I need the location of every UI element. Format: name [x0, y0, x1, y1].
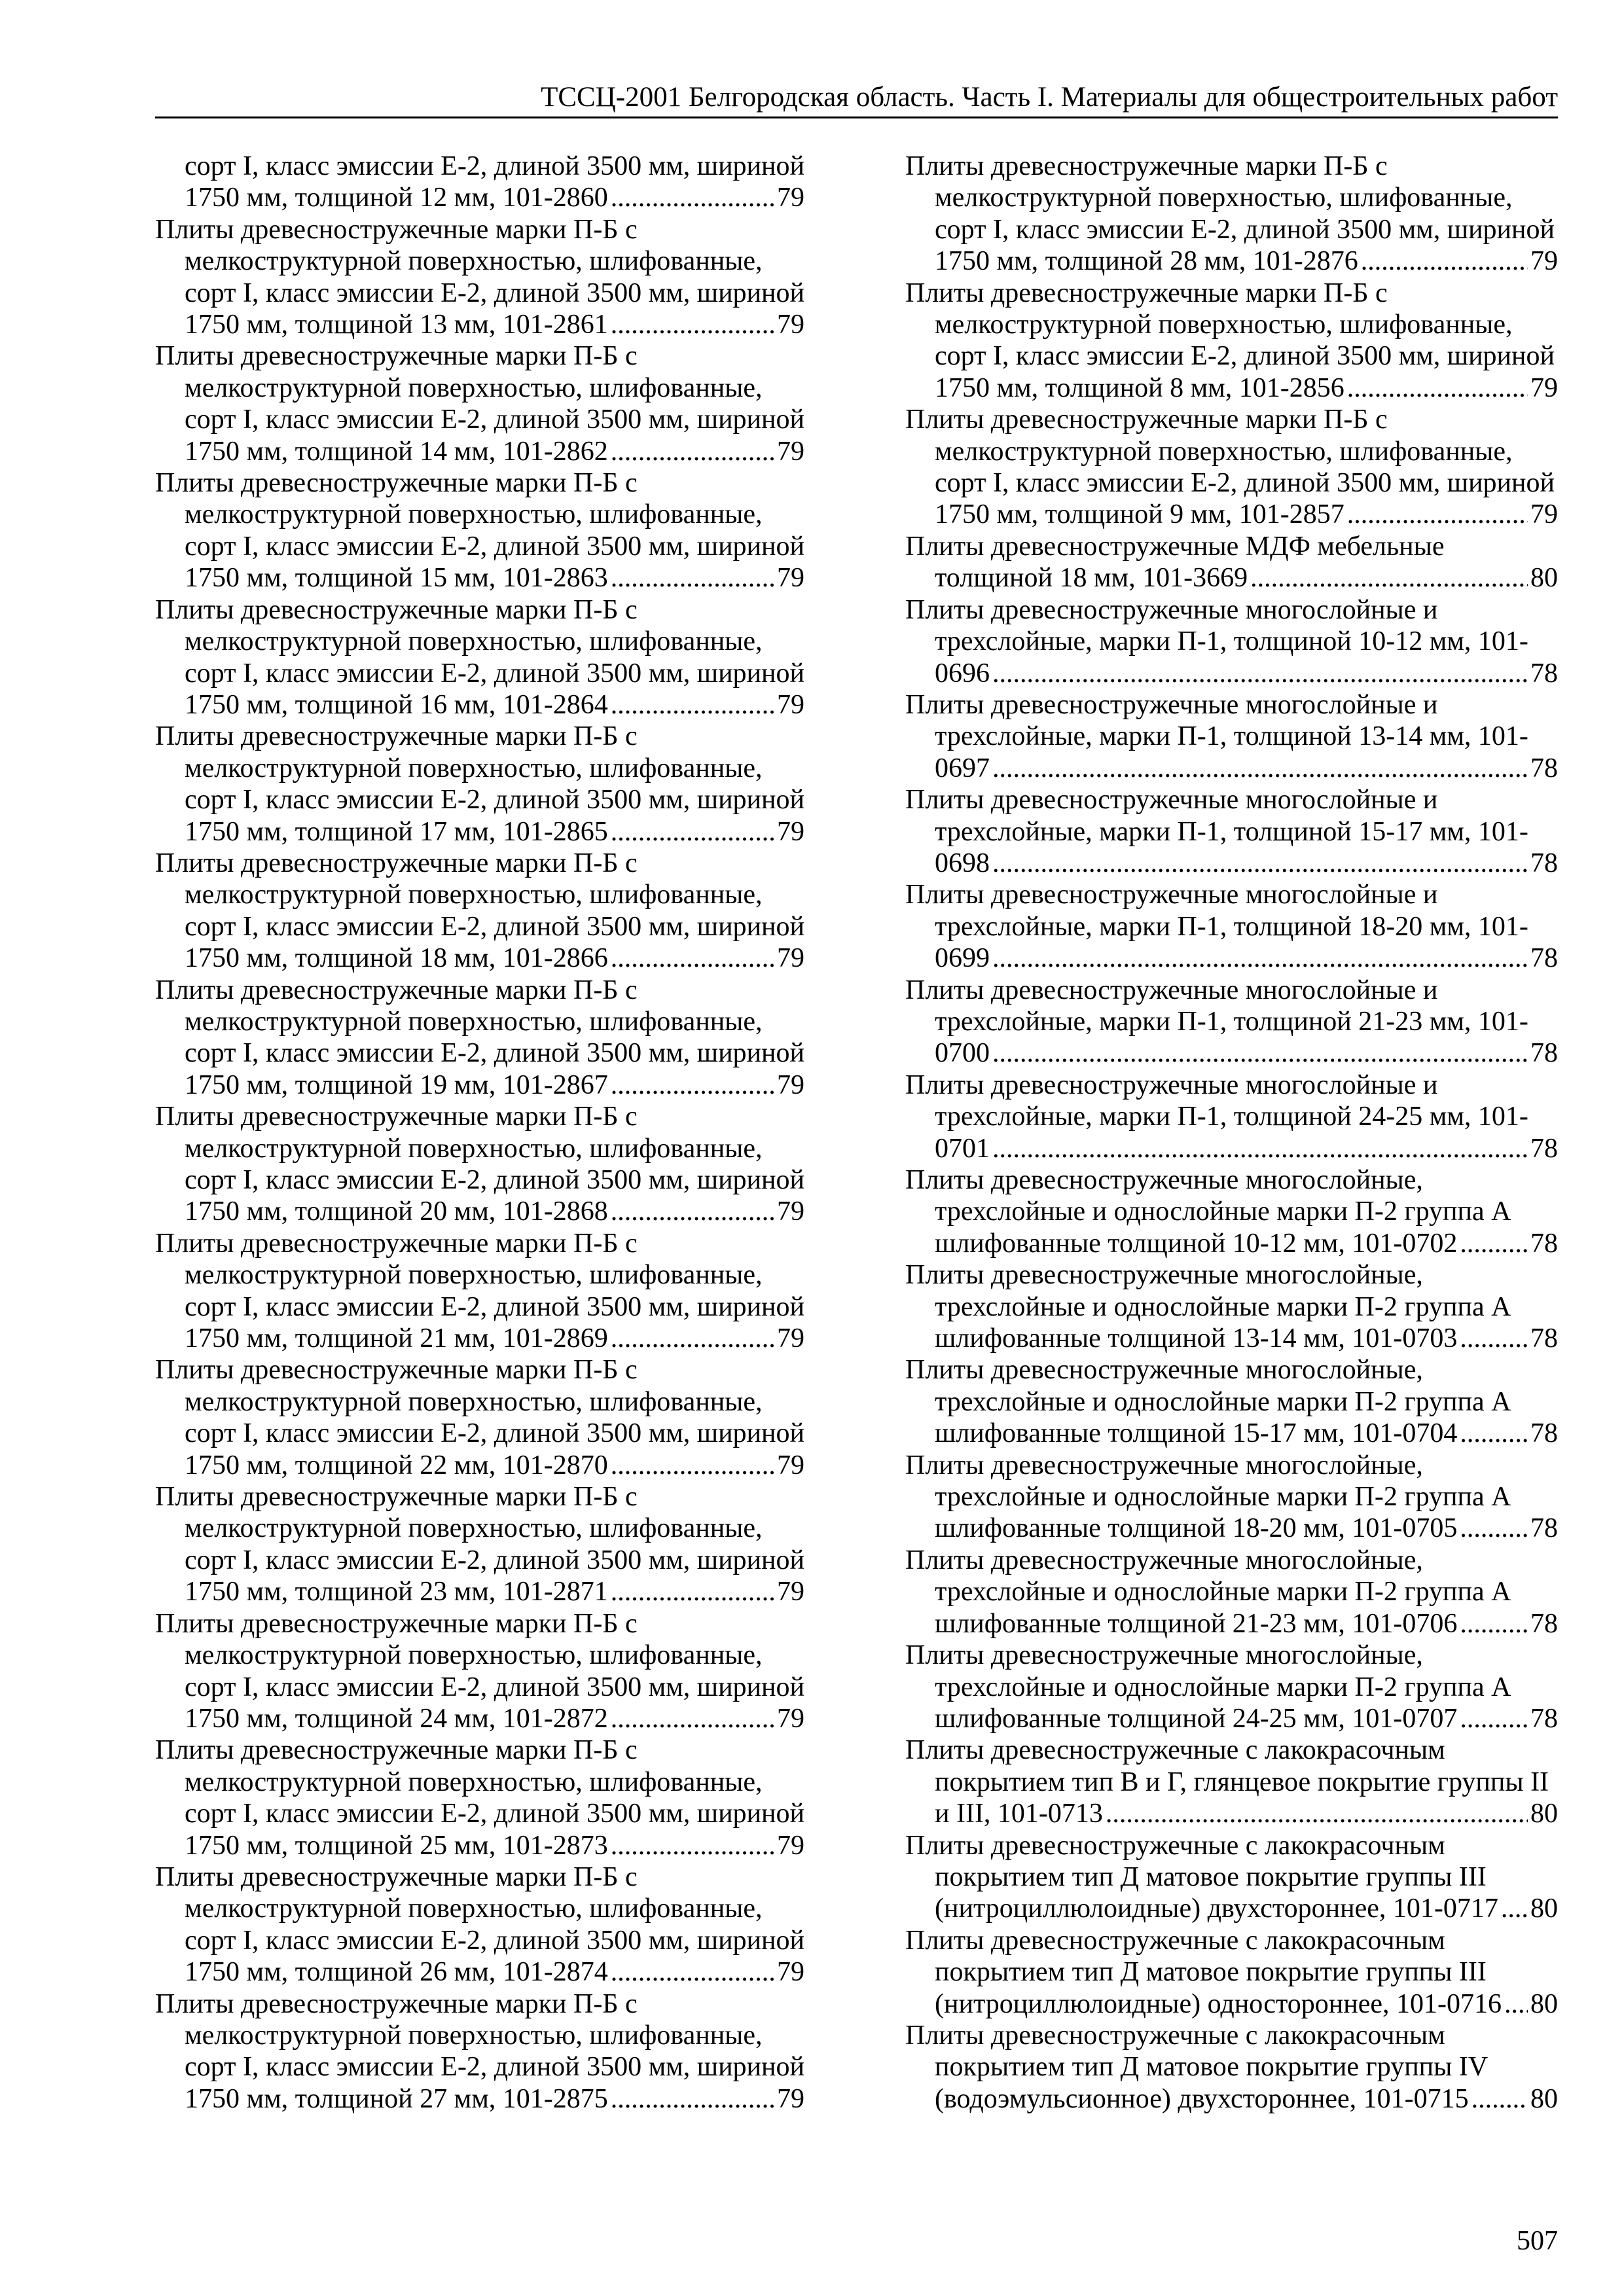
entry-line: Плиты древесностружечные марки П-Б с — [155, 468, 638, 499]
dot-leader — [1106, 1798, 1528, 1829]
entry-line: Плиты древесностружечные многослойные, — [905, 1640, 1423, 1671]
entry-line: мелкоструктурной поверхностью, шлифованные, — [185, 246, 763, 277]
index-entry — [905, 1545, 1558, 1640]
index-entry — [155, 340, 804, 467]
entry-line: Плиты древесностружечные марки П-Б с — [905, 151, 1388, 181]
entry-line: Плиты древесностружечные марки П-Б с — [155, 1482, 638, 1513]
index-entry — [905, 975, 1558, 1069]
entry-line: сорт I, класс эмиссии Е-2, длиной 3500 мм, шириной — [185, 531, 804, 562]
entry-line: сорт I, класс эмиссии Е-2, длиной 3500 мм, шириной — [935, 214, 1555, 245]
dot-leader — [1460, 1703, 1528, 1734]
entry-last-line — [905, 1133, 1558, 1164]
entry-text: 1750 мм, толщиной 8 мм, 101-2856 — [935, 372, 1344, 403]
dot-leader — [1460, 1513, 1528, 1544]
dot-leader — [611, 1830, 774, 1861]
entry-page-ref: 79 — [777, 1450, 804, 1480]
entry-line: Плиты древесностружечные многослойные и — [905, 689, 1438, 720]
dot-leader — [611, 689, 774, 721]
entry-page-ref: 79 — [777, 2083, 804, 2114]
entry-line: трехслойные, марки П-1, толщиной 21-23 мм, 101- — [935, 1006, 1528, 1037]
entry-text: шлифованные толщиной 13-14 мм, 101-0703 — [935, 1323, 1458, 1354]
entry-line: Плиты древесностружечные многослойные, — [905, 1165, 1423, 1195]
entry-page-ref: 78 — [1530, 1513, 1558, 1544]
entry-line: мелкоструктурной поверхностью, шлифованные, — [185, 1640, 763, 1671]
index-column-right — [905, 151, 1558, 2115]
entry-line: сорт I, класс эмиссии Е-2, длиной 3500 мм, шириной — [185, 404, 804, 435]
entry-page-ref: 79 — [1530, 499, 1558, 530]
entry-text: 1750 мм, толщиной 14 мм, 101-2862 — [185, 436, 608, 467]
entry-page-ref: 80 — [1530, 1799, 1558, 1829]
dot-leader — [1250, 562, 1528, 594]
dot-leader — [1501, 1893, 1528, 1924]
entry-line: мелкоструктурной поверхностью, шлифованные, — [185, 1386, 763, 1417]
entry-line: Плиты древесностружечные марки П-Б с — [155, 1861, 638, 1892]
entry-line: Плиты древесностружечные марки П-Б с — [905, 278, 1388, 308]
entry-line: Плиты древесностружечные многослойные и — [905, 880, 1438, 910]
entry-line: трехслойные и однослойные марки П-2 группа А — [935, 1291, 1511, 1322]
entry-line: сорт I, класс эмиссии Е-2, длиной 3500 мм, шириной — [185, 278, 804, 308]
entry-page-ref: 78 — [1530, 1228, 1558, 1259]
entry-last-line — [155, 816, 804, 848]
dot-leader — [992, 1037, 1528, 1069]
entry-line: трехслойные, марки П-1, толщиной 10-12 мм, 101- — [935, 626, 1528, 657]
entry-line: Плиты древесностружечные марки П-Б с — [155, 975, 638, 1005]
entry-page-ref: 79 — [777, 1703, 804, 1734]
entry-line: мелкоструктурной поверхностью, шлифованные, — [185, 1513, 763, 1544]
entry-line: сорт I, класс эмиссии Е-2, длиной 3500 мм, шириной — [935, 341, 1555, 372]
entry-line: покрытием тип Д матовое покрытие группы III — [935, 1861, 1487, 1892]
entry-page-ref: 79 — [777, 1577, 804, 1607]
index-entry — [155, 467, 804, 594]
index-entry — [155, 1734, 804, 1861]
index-entry — [905, 278, 1558, 404]
entry-page-ref: 78 — [1530, 1703, 1558, 1734]
entry-last-line — [155, 1703, 804, 1734]
dot-leader — [992, 942, 1528, 974]
dot-leader — [1460, 1418, 1528, 1449]
dot-leader — [611, 309, 774, 340]
entry-line: покрытием тип Д матовое покрытие группы III — [935, 1957, 1487, 1988]
index-entry — [905, 404, 1558, 531]
entry-text: 1750 мм, толщиной 24 мм, 101-2872 — [185, 1703, 608, 1734]
entry-page-ref: 78 — [1530, 658, 1558, 689]
entry-line: мелкоструктурной поверхностью, шлифованные, — [185, 753, 763, 783]
entry-text: (нитроциллюлоидные) одностороннее, 101-0716 — [935, 1988, 1502, 2019]
index-entry — [905, 689, 1558, 784]
entry-line: Плиты древесностружечные многослойные, — [905, 1545, 1423, 1575]
index-entry — [155, 1354, 804, 1481]
entry-last-line — [155, 1956, 804, 1988]
entry-line: мелкоструктурной поверхностью, шлифованные, — [935, 183, 1513, 213]
entry-line: сорт I, класс эмиссии Е-2, длиной 3500 мм, шириной — [185, 1545, 804, 1575]
entry-text: 1750 мм, толщиной 23 мм, 101-2871 — [185, 1577, 608, 1607]
entry-last-line — [905, 562, 1558, 594]
entry-line: сорт I, класс эмиссии Е-2, длиной 3500 мм, шириной — [185, 911, 804, 942]
entry-line: мелкоструктурной поверхностью, шлифованные, — [185, 372, 763, 403]
index-entry — [905, 531, 1558, 594]
entry-last-line — [905, 1798, 1558, 1829]
entry-line: мелкоструктурной поверхностью, шлифованные, — [185, 1260, 763, 1291]
entry-text: 1750 мм, толщиной 27 мм, 101-2875 — [185, 2083, 608, 2114]
index-entry — [155, 1101, 804, 1228]
entry-line: сорт I, класс эмиссии Е-2, длиной 3500 мм, шириной — [185, 1799, 804, 1829]
entry-page-ref: 78 — [1530, 1608, 1558, 1639]
entry-line: сорт I, класс эмиссии Е-2, длиной 3500 мм, шириной — [185, 785, 804, 816]
dot-leader — [611, 1196, 774, 1227]
dot-leader — [1347, 372, 1528, 404]
entry-line: Плиты древесностружечные с лакокрасочным — [905, 1925, 1445, 1956]
entry-text: 0697 — [935, 753, 990, 783]
entry-line: сорт I, класс эмиссии Е-2, длиной 3500 мм, шириной — [185, 1165, 804, 1195]
entry-last-line — [905, 1893, 1558, 1924]
dot-leader — [1361, 245, 1528, 277]
entry-line: Плиты древесностружечные многослойные, — [905, 1355, 1423, 1386]
entry-last-line — [905, 1988, 1558, 2020]
index-entry — [905, 594, 1558, 689]
entry-text: 1750 мм, толщиной 13 мм, 101-2861 — [185, 310, 608, 340]
entry-line: Плиты древесностружечные многослойные, — [905, 1450, 1423, 1480]
entry-page-ref: 79 — [777, 183, 804, 213]
entry-text: шлифованные толщиной 24-25 мм, 101-0707 — [935, 1703, 1458, 1734]
entry-text: шлифованные толщиной 18-20 мм, 101-0705 — [935, 1513, 1458, 1544]
entry-line: сорт I, класс эмиссии Е-2, длиной 3500 мм, шириной — [185, 2052, 804, 2083]
entry-line: сорт I, класс эмиссии Е-2, длиной 3500 мм, шириной — [185, 1291, 804, 1322]
entry-last-line — [905, 499, 1558, 530]
entry-line: мелкоструктурной поверхностью, шлифованные, — [185, 1767, 763, 1797]
entry-line: сорт I, класс эмиссии Е-2, длиной 3500 мм, шириной — [935, 468, 1555, 499]
dot-leader — [1471, 2083, 1528, 2115]
entry-line: сорт I, класс эмиссии Е-2, длиной 3500 мм, шириной — [185, 1925, 804, 1956]
entry-text: 1750 мм, толщиной 12 мм, 101-2860 — [185, 183, 608, 213]
entry-last-line — [155, 562, 804, 594]
entry-last-line — [905, 1703, 1558, 1734]
dot-leader — [1460, 1228, 1528, 1259]
index-entry — [155, 151, 804, 214]
dot-leader — [992, 753, 1528, 784]
index-entry — [905, 1450, 1558, 1545]
index-entry — [905, 1259, 1558, 1354]
entry-line: Плиты древесностружечные марки П-Б с — [155, 1735, 638, 1766]
entry-last-line — [905, 942, 1558, 974]
entry-line: Плиты древесностружечные с лакокрасочным — [905, 1735, 1445, 1766]
entry-line: Плиты древесностружечные марки П-Б с — [155, 594, 638, 625]
entry-line: покрытием тип Д матовое покрытие группы IV — [935, 2052, 1489, 2083]
entry-line: сорт I, класс эмиссии Е-2, длиной 3500 мм, шириной — [185, 658, 804, 689]
entry-line: Плиты древесностружечные марки П-Б с — [155, 1608, 638, 1639]
entry-last-line — [905, 658, 1558, 689]
entry-page-ref: 79 — [777, 563, 804, 594]
entry-page-ref: 79 — [777, 310, 804, 340]
index-entry — [905, 1354, 1558, 1449]
header-rule — [155, 117, 1558, 118]
entry-line: трехслойные, марки П-1, толщиной 18-20 мм, 101- — [935, 911, 1528, 942]
index-entry — [905, 151, 1558, 278]
dot-leader — [611, 562, 774, 594]
dot-leader — [992, 1133, 1528, 1164]
index-entry — [155, 1988, 804, 2115]
entry-last-line — [155, 182, 804, 213]
entry-text: 1750 мм, толщиной 22 мм, 101-2870 — [185, 1450, 608, 1480]
dot-leader — [1460, 1323, 1528, 1354]
entry-page-ref: 79 — [777, 689, 804, 720]
entry-last-line — [155, 1069, 804, 1101]
entry-page-ref: 78 — [1530, 848, 1558, 878]
entry-text: 1750 мм, толщиной 21 мм, 101-2869 — [185, 1323, 608, 1354]
entry-text: толщиной 18 мм, 101-3669 — [935, 563, 1248, 594]
entry-last-line — [905, 1228, 1558, 1259]
entry-line: сорт I, класс эмиссии Е-2, длиной 3500 мм, шириной — [185, 1418, 804, 1449]
index-entry — [155, 1861, 804, 1988]
dot-leader — [611, 1576, 774, 1607]
entry-last-line — [905, 372, 1558, 404]
entry-line: Плиты древесностружечные марки П-Б с — [155, 1228, 638, 1259]
dot-leader — [992, 658, 1528, 689]
entry-line: трехслойные и однослойные марки П-2 группа А — [935, 1386, 1511, 1417]
entry-line: Плиты древесностружечные марки П-Б с — [905, 404, 1388, 435]
index-entry — [905, 784, 1558, 879]
entry-last-line — [905, 2083, 1558, 2115]
dot-leader — [611, 1703, 774, 1734]
entry-line: мелкоструктурной поверхностью, шлифованные, — [935, 310, 1513, 340]
entry-page-ref: 80 — [1530, 563, 1558, 594]
entry-text: и III, 101-0713 — [935, 1799, 1103, 1829]
entry-text: 1750 мм, толщиной 28 мм, 101-2876 — [935, 246, 1358, 277]
entry-line: мелкоструктурной поверхностью, шлифованные, — [185, 2020, 763, 2051]
index-entry — [905, 1640, 1558, 1734]
index-entry — [155, 975, 804, 1102]
entry-page-ref: 79 — [777, 816, 804, 847]
entry-text: 0696 — [935, 658, 990, 689]
entry-line: трехслойные, марки П-1, толщиной 15-17 мм, 101- — [935, 816, 1528, 847]
entry-text: (водоэмульсионное) двухстороннее, 101-0715 — [935, 2083, 1469, 2114]
entry-last-line — [155, 436, 804, 467]
dot-leader — [611, 436, 774, 467]
entry-line: Плиты древесностружечные марки П-Б с — [155, 214, 638, 245]
entry-text: шлифованные толщиной 10-12 мм, 101-0702 — [935, 1228, 1458, 1259]
entry-text: (нитроциллюлоидные) двухстороннее, 101-0717 — [935, 1893, 1498, 1924]
entry-line: Плиты древесностружечные многослойные и — [905, 975, 1438, 1005]
entry-text: 1750 мм, толщиной 15 мм, 101-2863 — [185, 563, 608, 594]
entry-line: Плиты древесностружечные марки П-Б с — [155, 1988, 638, 2019]
entry-last-line — [905, 1513, 1558, 1544]
entry-page-ref: 79 — [1530, 372, 1558, 403]
entry-line: Плиты древесностружечные многослойные и — [905, 1069, 1438, 1100]
index-entry — [905, 1925, 1558, 2020]
dot-leader — [1504, 1988, 1528, 2020]
entry-last-line — [905, 1037, 1558, 1069]
entry-page-ref: 79 — [777, 1957, 804, 1988]
entry-line: мелкоструктурной поверхностью, шлифованные, — [935, 436, 1513, 467]
entry-line: мелкоструктурной поверхностью, шлифованные, — [185, 1006, 763, 1037]
dot-leader — [1347, 499, 1528, 530]
entry-line: трехслойные, марки П-1, толщиной 13-14 мм, 101- — [935, 721, 1528, 752]
entry-last-line — [905, 848, 1558, 879]
entry-last-line — [155, 2083, 804, 2115]
entry-line: Плиты древесностружечные МДФ мебельные — [905, 531, 1445, 562]
entry-last-line — [905, 753, 1558, 784]
dot-leader — [611, 182, 774, 213]
entry-last-line — [155, 1576, 804, 1607]
entry-text: 0701 — [935, 1133, 990, 1164]
entry-page-ref: 79 — [777, 436, 804, 467]
index-entry — [155, 214, 804, 341]
entry-page-ref: 78 — [1530, 753, 1558, 783]
entry-page-ref: 78 — [1530, 1133, 1558, 1164]
entry-page-ref: 80 — [1530, 1988, 1558, 2019]
entry-page-ref: 79 — [777, 943, 804, 974]
entry-line: Плиты древесностружечные марки П-Б с — [155, 1102, 638, 1132]
entry-page-ref: 80 — [1530, 1893, 1558, 1924]
entry-line: Плиты древесностружечные с лакокрасочным — [905, 2020, 1445, 2051]
running-header: ТССЦ-2001 Белгородская область. Часть I. Материалы для общестроительных работ — [541, 82, 1558, 113]
entry-line: сорт I, класс эмиссии Е-2, длиной 3500 мм, шириной — [185, 1038, 804, 1069]
index-entry — [905, 2020, 1558, 2115]
entry-page-ref: 79 — [777, 1069, 804, 1100]
entry-text: 0698 — [935, 848, 990, 878]
entry-last-line — [905, 1418, 1558, 1449]
index-entry — [905, 1734, 1558, 1829]
dot-leader — [611, 1069, 774, 1101]
entry-last-line — [155, 309, 804, 340]
entry-line: Плиты древесностружечные с лакокрасочным — [905, 1830, 1445, 1861]
dot-leader — [611, 1323, 774, 1354]
entry-line: Плиты древесностружечные многослойные, — [905, 1260, 1423, 1291]
index-entry — [155, 594, 804, 721]
dot-leader — [611, 1450, 774, 1481]
entry-line: трехслойные и однослойные марки П-2 группа А — [935, 1196, 1511, 1227]
entry-last-line — [905, 1608, 1558, 1640]
dot-leader — [611, 816, 774, 848]
entry-page-ref: 79 — [777, 1830, 804, 1861]
entry-page-ref: 80 — [1530, 2083, 1558, 2114]
entry-text: 1750 мм, толщиной 19 мм, 101-2867 — [185, 1069, 608, 1100]
dot-leader — [1460, 1608, 1528, 1640]
index-entry — [905, 1830, 1558, 1925]
entry-line: трехслойные и однослойные марки П-2 группа А — [935, 1482, 1511, 1513]
entry-text: шлифованные толщиной 15-17 мм, 101-0704 — [935, 1418, 1458, 1449]
entry-last-line — [155, 1323, 804, 1354]
index-entry — [905, 1164, 1558, 1259]
entry-page-ref: 78 — [1530, 943, 1558, 974]
entry-page-ref: 78 — [1530, 1038, 1558, 1069]
entry-text: 1750 мм, толщиной 9 мм, 101-2857 — [935, 499, 1344, 530]
entry-page-ref: 79 — [1530, 246, 1558, 277]
index-column-left — [155, 151, 804, 2115]
entry-line: Плиты древесностружечные марки П-Б с — [155, 721, 638, 752]
entry-line: мелкоструктурной поверхностью, шлифованные, — [185, 1133, 763, 1164]
index-entry — [155, 1608, 804, 1735]
dot-leader — [611, 2083, 774, 2115]
entry-page-ref: 79 — [777, 1196, 804, 1227]
entry-line: трехслойные, марки П-1, толщиной 24-25 мм, 101- — [935, 1102, 1528, 1132]
entry-text: 1750 мм, толщиной 26 мм, 101-2874 — [185, 1957, 608, 1988]
entry-line: трехслойные и однослойные марки П-2 группа А — [935, 1672, 1511, 1702]
entry-last-line — [155, 942, 804, 974]
entry-line: сорт I, класс эмиссии Е-2, длиной 3500 мм, шириной — [185, 1672, 804, 1702]
dot-leader — [992, 848, 1528, 879]
entry-line: Плиты древесностружечные многослойные и — [905, 594, 1438, 625]
entry-last-line — [905, 245, 1558, 277]
entry-text: 0699 — [935, 943, 990, 974]
dot-leader — [611, 942, 774, 974]
index-entry — [155, 1228, 804, 1355]
index-entry — [905, 879, 1558, 974]
index-entry — [905, 1069, 1558, 1164]
entry-line: мелкоструктурной поверхностью, шлифованные, — [185, 1893, 763, 1924]
entry-text: 0700 — [935, 1038, 990, 1069]
page-number: 507 — [1517, 2226, 1558, 2256]
entry-line: покрытием тип В и Г, глянцевое покрытие группы II — [935, 1767, 1549, 1797]
entry-last-line — [155, 1830, 804, 1861]
index-entry — [155, 848, 804, 975]
entry-line: сорт I, класс эмиссии Е-2, длиной 3500 мм, шириной — [185, 151, 804, 181]
entry-text: 1750 мм, толщиной 25 мм, 101-2873 — [185, 1830, 608, 1861]
entry-text: 1750 мм, толщиной 18 мм, 101-2866 — [185, 943, 608, 974]
entry-page-ref: 78 — [1530, 1418, 1558, 1449]
entry-line: мелкоструктурной поверхностью, шлифованные, — [185, 499, 763, 530]
entry-last-line — [155, 1450, 804, 1481]
entry-text: 1750 мм, толщиной 17 мм, 101-2865 — [185, 816, 608, 847]
entry-last-line — [155, 1196, 804, 1227]
entry-line: трехслойные и однослойные марки П-2 группа А — [935, 1577, 1511, 1607]
entry-text: 1750 мм, толщиной 16 мм, 101-2864 — [185, 689, 608, 720]
entry-line: Плиты древесностружечные многослойные и — [905, 785, 1438, 816]
index-entry — [155, 721, 804, 848]
entry-last-line — [155, 689, 804, 721]
entry-line: Плиты древесностружечные марки П-Б с — [155, 1355, 638, 1386]
entry-line: Плиты древесностружечные марки П-Б с — [155, 341, 638, 372]
index-entry — [155, 1481, 804, 1608]
entry-page-ref: 78 — [1530, 1323, 1558, 1354]
entry-line: мелкоструктурной поверхностью, шлифованные, — [185, 626, 763, 657]
entry-page-ref: 79 — [777, 1323, 804, 1354]
entry-text: шлифованные толщиной 21-23 мм, 101-0706 — [935, 1608, 1458, 1639]
entry-text: 1750 мм, толщиной 20 мм, 101-2868 — [185, 1196, 608, 1227]
entry-last-line — [905, 1323, 1558, 1354]
dot-leader — [611, 1956, 774, 1988]
entry-line: мелкоструктурной поверхностью, шлифованные, — [185, 880, 763, 910]
entry-line: Плиты древесностружечные марки П-Б с — [155, 848, 638, 878]
